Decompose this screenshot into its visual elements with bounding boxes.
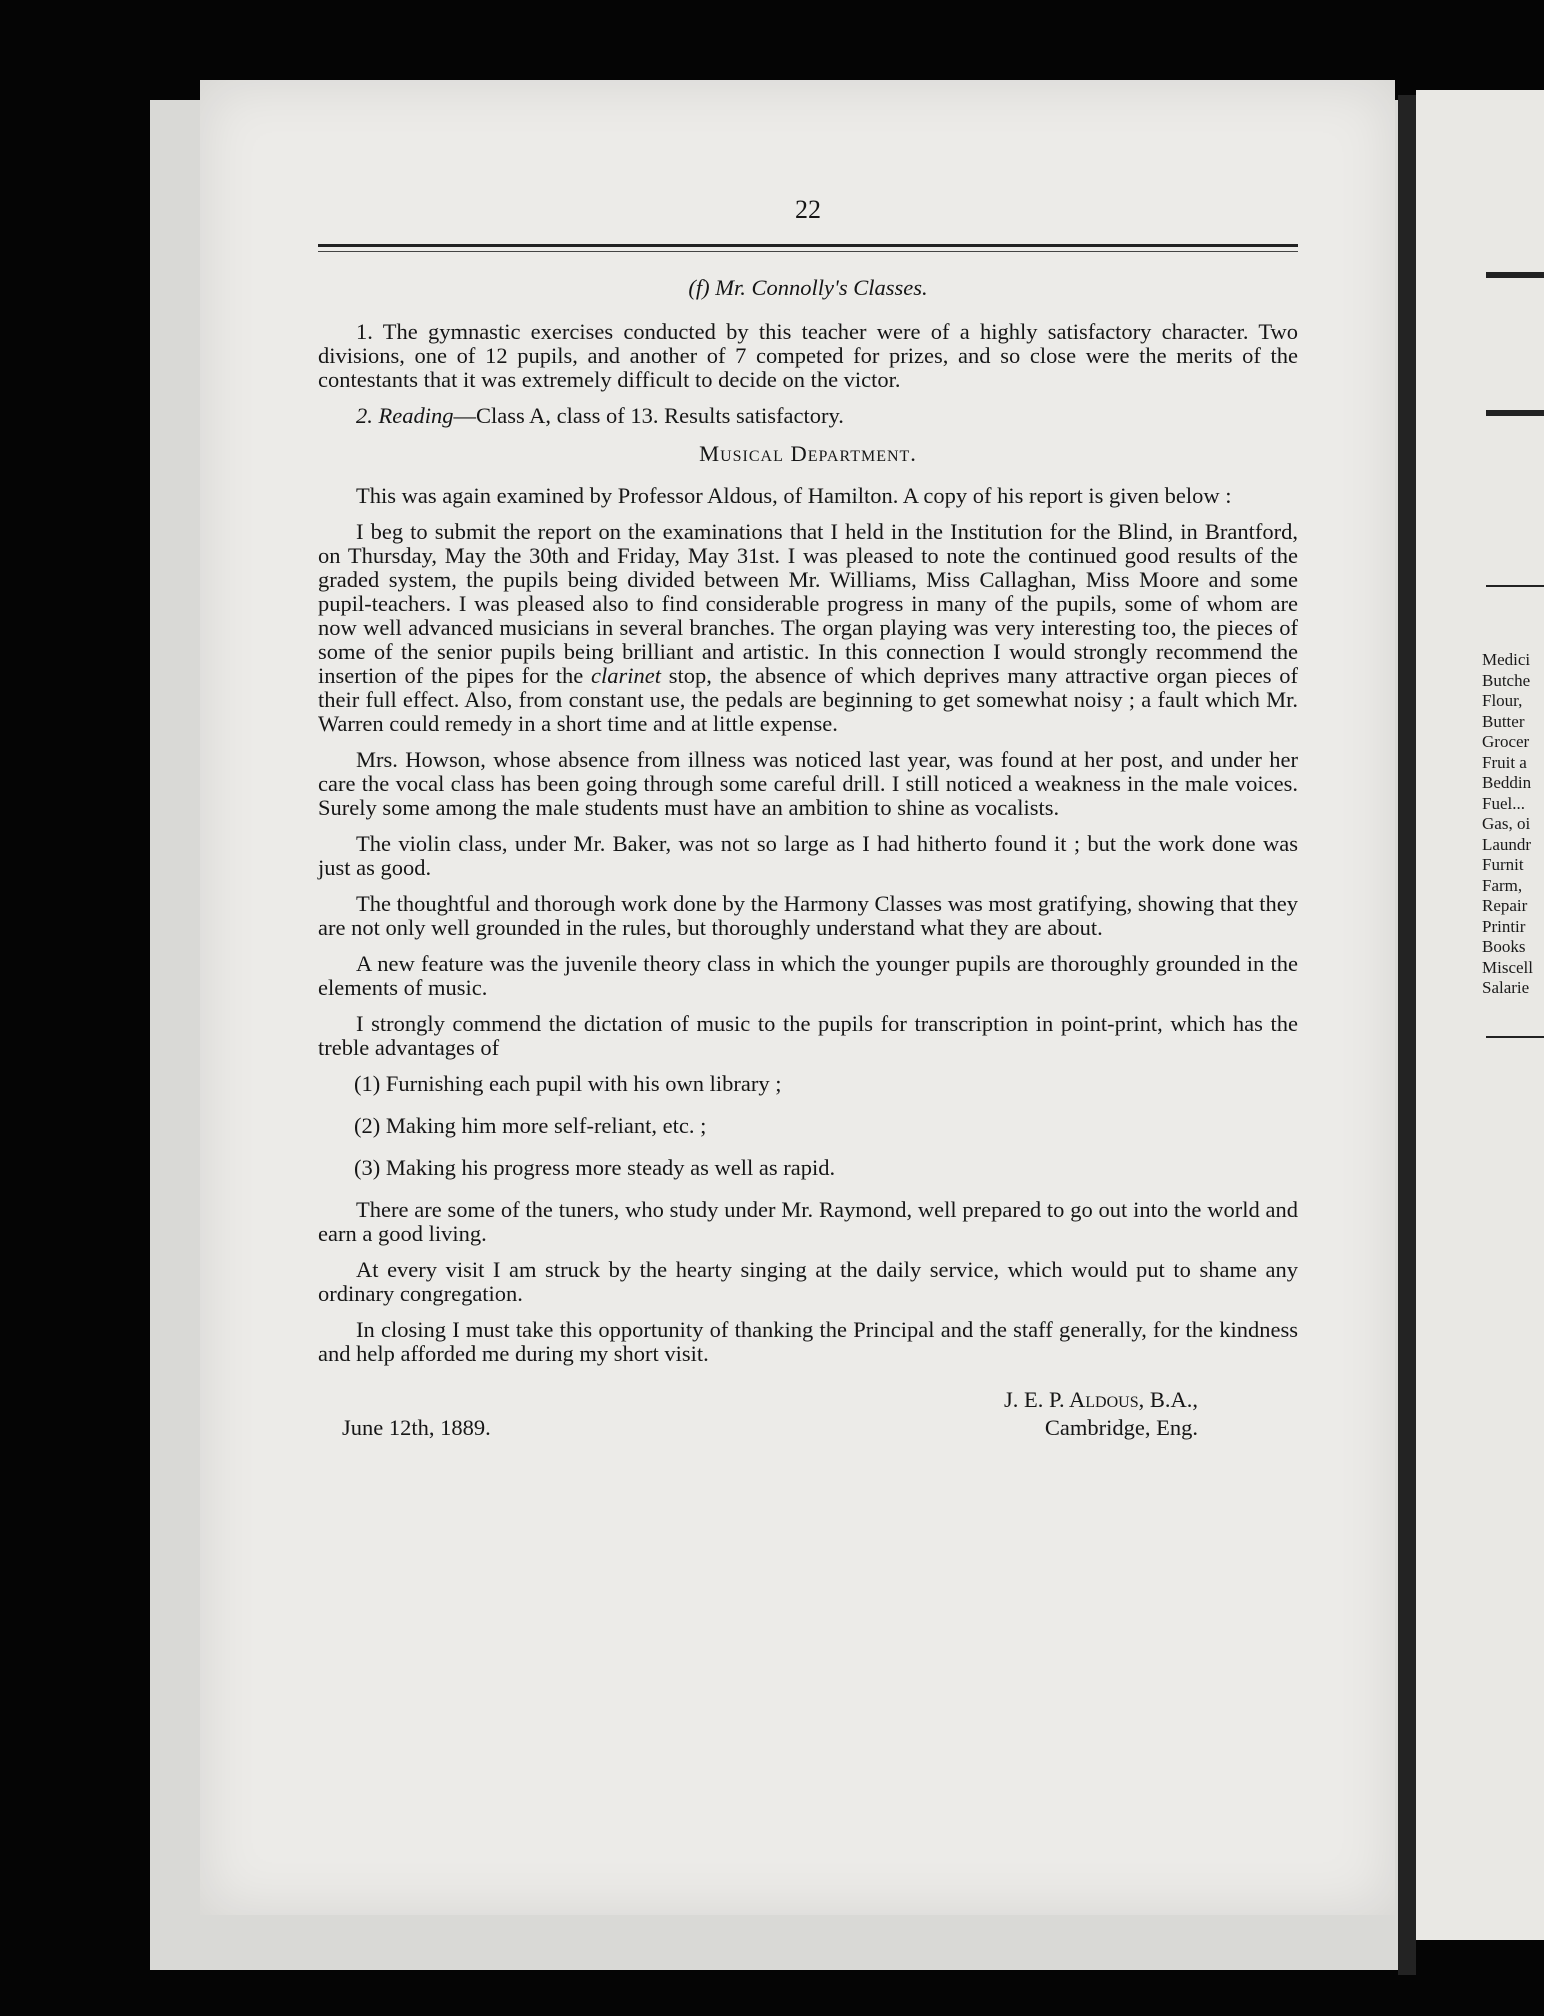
report-intro: This was again examined by Professor Aldous, of Hamilton. A copy of his report is given below : [356, 483, 1232, 508]
report-paragraph: The violin class, under Mr. Baker, was not so large as I had hitherto found it ; but the work done was just as good. [318, 831, 1298, 880]
adjacent-line: Books [1482, 937, 1526, 956]
closing-paragraph: In closing I must take this opportunity of thanking the Principal and the staff generally, for the kindness and help afforded me during my short visit. [318, 1317, 1298, 1366]
section-heading: (f) Mr. Connolly's Classes. [688, 275, 928, 300]
reading-result: —Class A, class of 13. Results satisfactory. [453, 403, 844, 428]
adjacent-line: Butche [1482, 670, 1531, 690]
signatory-name: J. E. P. Aldous, B.A., [1004, 1387, 1198, 1412]
adjacent-line: Miscell [1482, 957, 1533, 977]
adjacent-line: Repair [1482, 896, 1528, 915]
adjacent-line: Fuel... [1482, 793, 1525, 813]
header-rule [318, 244, 1298, 247]
report-paragraph: I strongly commend the dictation of music to the pupils for transcription in point-print, which has the treble advantages of [318, 1011, 1298, 1060]
adjacent-line: Farm, [1482, 875, 1523, 895]
report-paragraph: Mrs. Howson, whose absence from illness was noticed last year, was found at her post, and under her care the vocal class has been going through some careful drill. I still noticed a weakness in the male voices. Surely some among the male students must have an ambition to shine as vocalists. [318, 747, 1298, 820]
adjacent-line: Printir [1482, 916, 1526, 936]
report-paragraph: A new feature was the juvenile theory class in which the younger pupils are thoroughly grounded in the elements of music. [318, 951, 1298, 1000]
adjacent-line: Flour, [1482, 691, 1523, 710]
adjacent-line: Fruit a [1482, 752, 1527, 772]
report-date: June 12th, 1889. [342, 1415, 491, 1440]
adjacent-line: Butter [1482, 711, 1525, 731]
page-number: 22 [795, 195, 821, 224]
book-spine [1398, 95, 1416, 1975]
header-rule-thin [318, 251, 1298, 252]
adjacent-line: Grocer [1482, 732, 1530, 751]
adjacent-page [1416, 90, 1544, 1940]
advantage-item: (2) Making him more self-reliant, etc. ; [354, 1113, 707, 1138]
adjacent-page-rule [1486, 410, 1544, 416]
page-content [318, 195, 1298, 1468]
adjacent-page-rule [1486, 1036, 1544, 1038]
adjacent-line: Salarie [1482, 978, 1530, 997]
adjacent-line: Medici [1482, 650, 1531, 669]
closing-paragraph: There are some of the tuners, who study under Mr. Raymond, well prepared to go out into the world and earn a good living. [318, 1197, 1298, 1246]
advantage-item: (1) Furnishing each pupil with his own library ; [354, 1071, 782, 1096]
signature-block [318, 1388, 1298, 1468]
adjacent-line: Furnit [1482, 855, 1524, 874]
report-paragraph: The thoughtful and thorough work done by the Harmony Classes was most gratifying, showing that they are not only well grounded in the rules, but thoroughly understand what they are about. [318, 891, 1298, 940]
clarinet-term: clarinet [590, 663, 661, 688]
adjacent-page-rule [1486, 272, 1544, 278]
adjacent-line: Laundr [1482, 834, 1532, 854]
connolly-paragraph-2 [318, 404, 1298, 428]
adjacent-line: Gas, oi [1482, 814, 1531, 833]
advantage-item: (3) Making his progress more steady as well as rapid. [354, 1155, 836, 1180]
adjacent-page-rule [1486, 585, 1544, 587]
reading-label: 2. Reading [356, 403, 454, 428]
adjacent-page-text [1482, 650, 1544, 999]
musical-department-heading: Musical Department. [699, 441, 917, 466]
report-paragraph: I beg to submit the report on the examinations that I held in the Institution for the Blind, in Brantford, on Thursday, May the 30th and Friday, May 31st. I was pleased to note the continued good results of the graded system, the pupils being divided between Mr. Williams, Miss Callaghan, Miss Moore and some pupil-teachers. I was pleased also to find considerable progress in many of the pupils, some of whom are now well advanced musicians in several branches. The organ playing was very interesting too, the pieces of some of the senior pupils being brilliant and artistic. In this connection I would strongly recommend the insertion of the pipes for the clarinet stop, the absence of which deprives many attractive organ pieces of their full effect. Also, from constant use, the pedals are beginning to get somewhat noisy ; a fault which Mr. Warren could remedy in a short time and at little expense. [318, 519, 1298, 736]
advantages-list [354, 1072, 1298, 1180]
connolly-paragraph-1: 1. The gymnastic exercises conducted by this teacher were of a highly satisfactory character. Two divisions, one of 12 pupils, and another of 7 competed for prizes, and so close were the merits of the contestants that it was extremely difficult to decide on the victor. [318, 319, 1298, 392]
adjacent-line: Beddin [1482, 773, 1532, 792]
closing-paragraph: At every visit I am struck by the hearty singing at the daily service, which would put to shame any ordinary congregation. [318, 1257, 1298, 1306]
signatory-place: Cambridge, Eng. [1044, 1415, 1198, 1440]
